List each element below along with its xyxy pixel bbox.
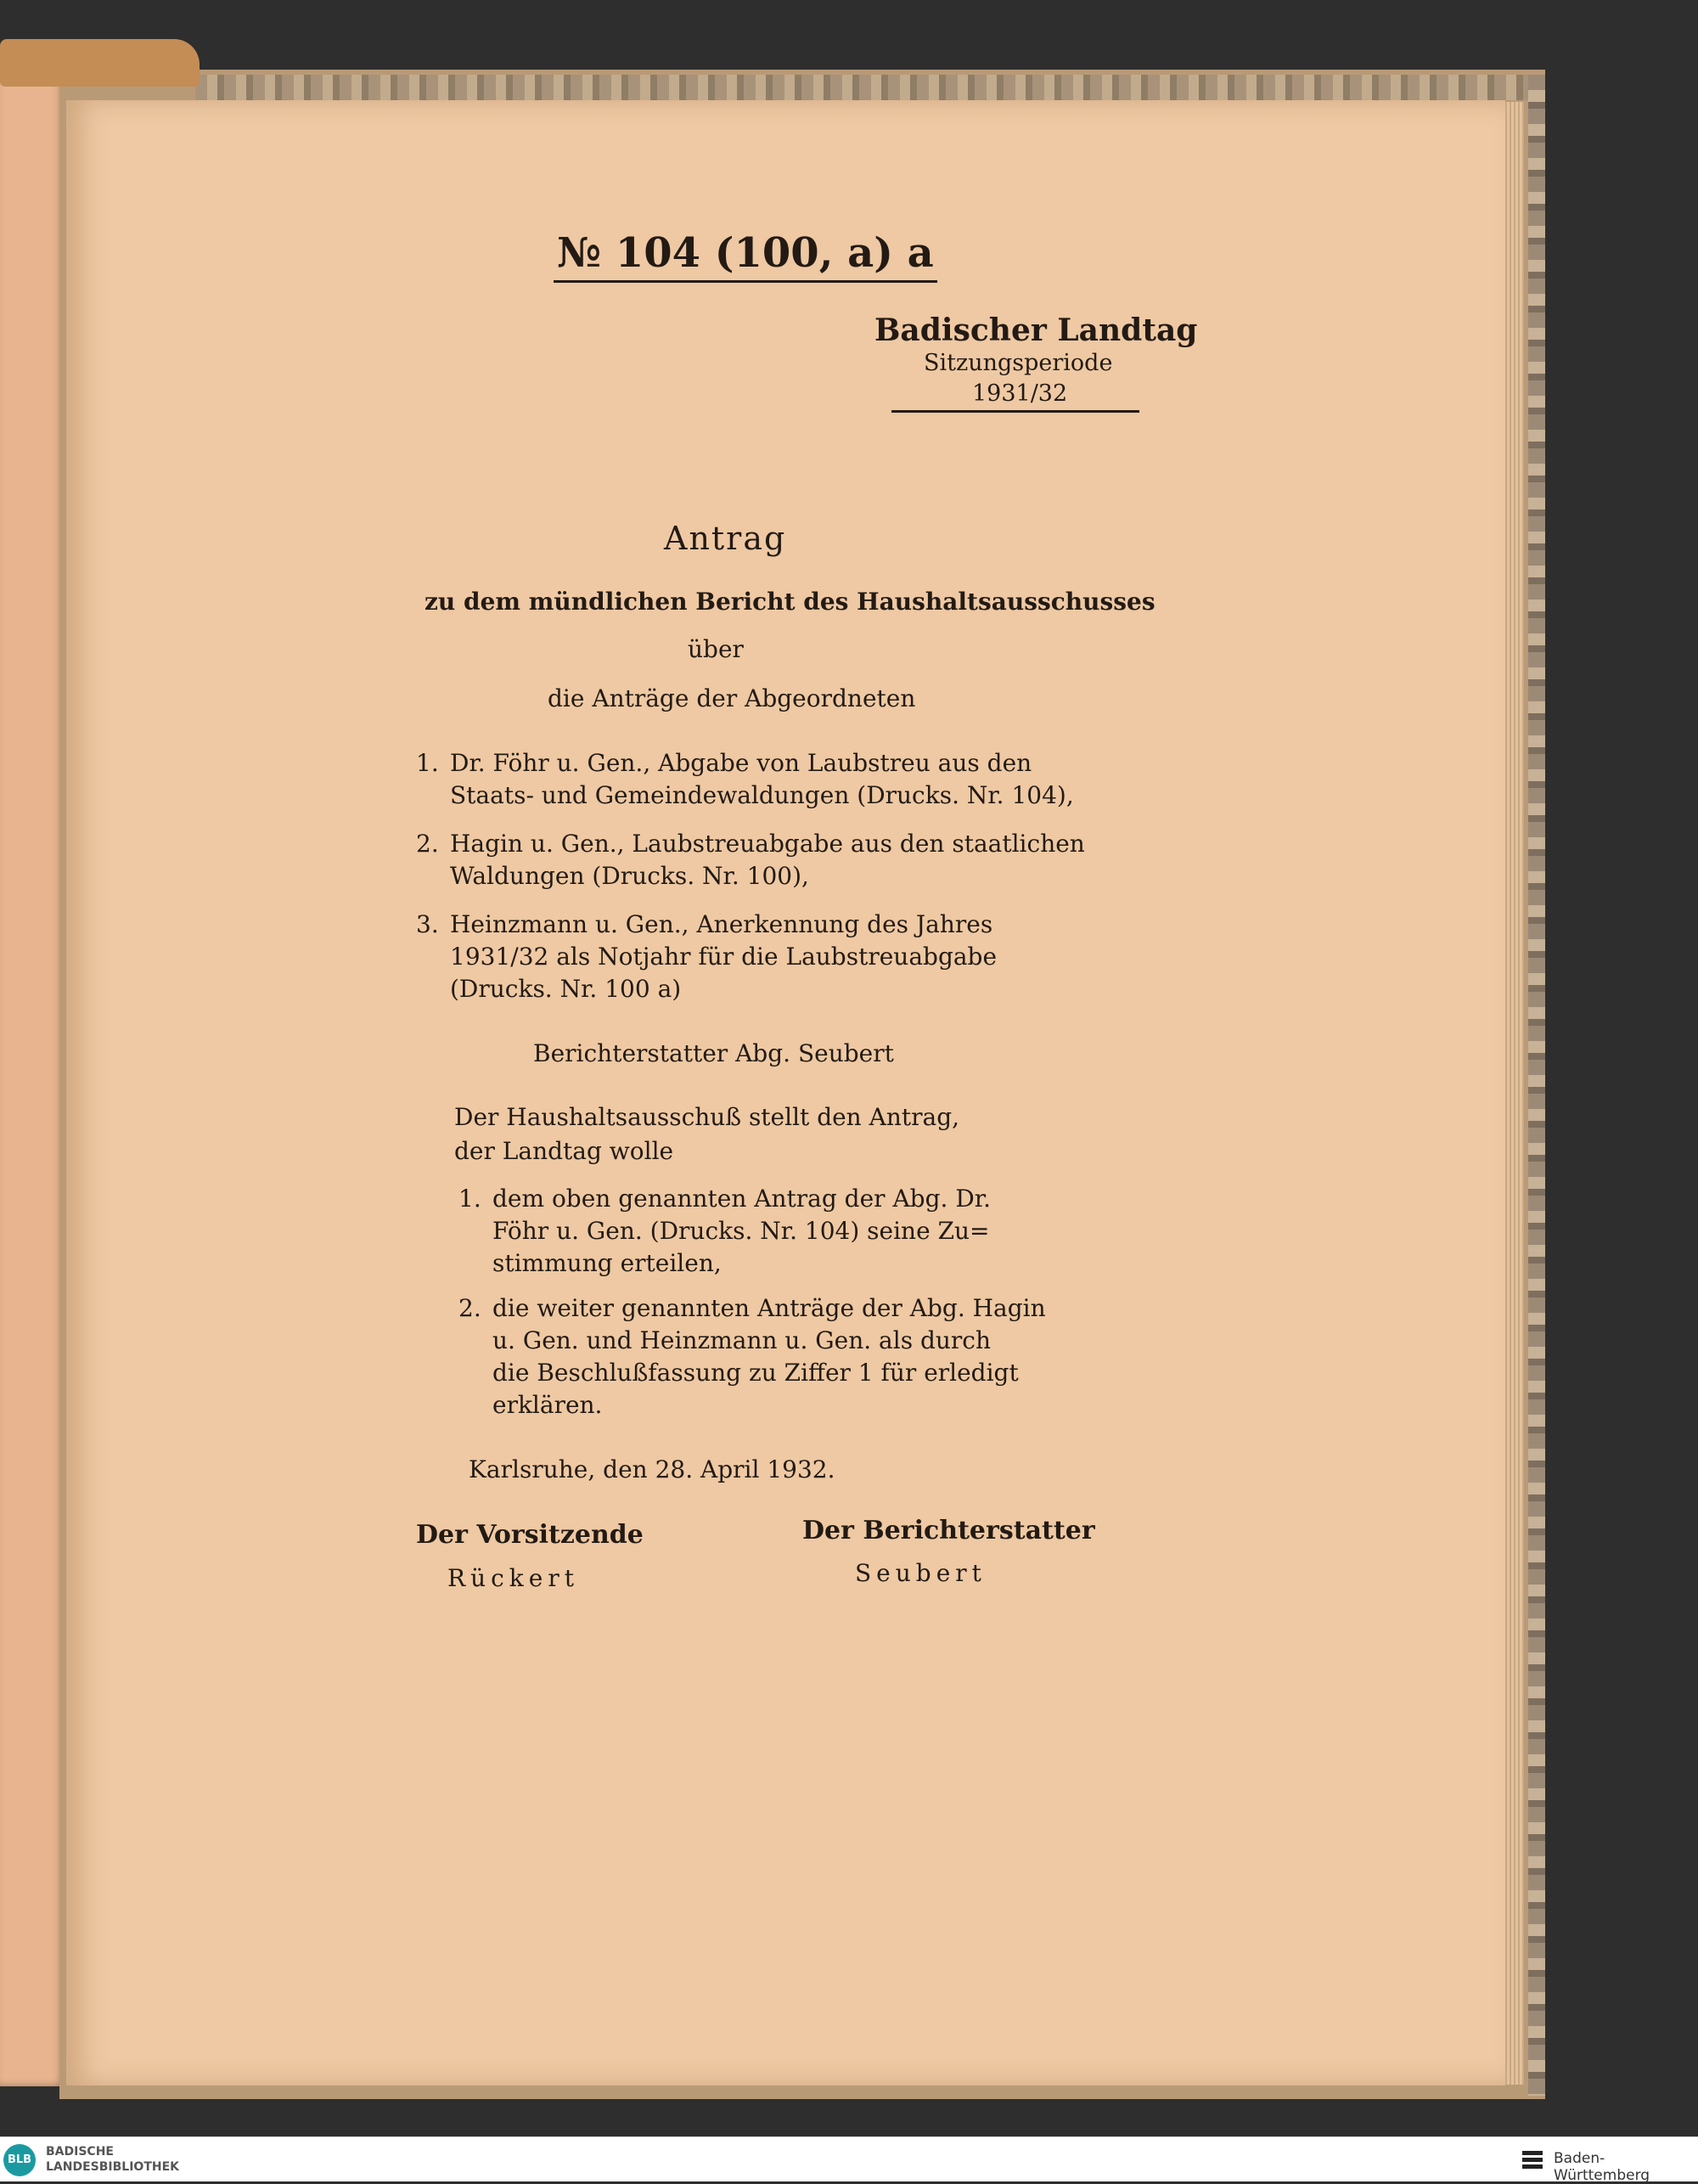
chair-name: Rückert bbox=[447, 1564, 579, 1592]
rapporteur-line: Berichterstatter Abg. Seubert bbox=[533, 1039, 894, 1067]
motion-2-number: 2. bbox=[416, 830, 439, 858]
viewer-footer bbox=[0, 2136, 1698, 2184]
library-name[interactable] bbox=[46, 2144, 179, 2175]
library-name-line-2: LANDESBIBLIOTHEK bbox=[46, 2160, 180, 2174]
document-page bbox=[66, 100, 1505, 2085]
resolution-2-line-1: die weiter genannten Anträge der Abg. Hagin bbox=[492, 1294, 1046, 1322]
resolution-1-line-1: dem oben genannten Antrag der Abg. Dr. bbox=[492, 1185, 991, 1213]
motion-3-number: 3. bbox=[416, 910, 439, 938]
place-date: Karlsruhe, den 28. April 1932. bbox=[469, 1455, 835, 1483]
intro-line-1: Der Haushaltsausschuß stellt den Antrag, bbox=[454, 1103, 960, 1131]
blb-logo[interactable]: BLB bbox=[3, 2144, 36, 2176]
library-name-line-1: BADISCHE bbox=[46, 2145, 114, 2159]
marbled-cover-right bbox=[1528, 75, 1545, 2096]
bw-lions-icon bbox=[1520, 2147, 1545, 2171]
left-page-edge bbox=[0, 53, 66, 2086]
motion-1-line-1: Dr. Föhr u. Gen., Abgabe von Laubstreu aus den bbox=[450, 749, 1032, 777]
session-label: Sitzungsperiode bbox=[924, 350, 1113, 376]
motion-1-number: 1. bbox=[416, 749, 439, 777]
document-heading: Antrag bbox=[664, 520, 787, 557]
spine-binding bbox=[0, 39, 200, 87]
state-logo-text[interactable]: Baden-Württemberg bbox=[1554, 2150, 1650, 2184]
resolution-2-line-2: u. Gen. und Heinzmann u. Gen. als durch bbox=[492, 1326, 992, 1354]
resolution-2-line-4: erklären. bbox=[492, 1391, 603, 1419]
intro-line-2: der Landtag wolle bbox=[454, 1137, 674, 1165]
resolution-1-line-2: Föhr u. Gen. (Drucks. Nr. 104) seine Zu= bbox=[492, 1217, 990, 1245]
title-line-2: über bbox=[688, 635, 744, 663]
marbled-cover-top bbox=[195, 75, 1545, 100]
header-rule bbox=[891, 410, 1139, 413]
parliament-name: Badischer Landtag bbox=[874, 312, 1198, 348]
rapporteur-name: Seubert bbox=[855, 1559, 987, 1587]
resolution-1-line-3: stimmung erteilen, bbox=[492, 1249, 722, 1277]
title-line-1: zu dem mündlichen Bericht des Haushaltsausschusses bbox=[424, 588, 1155, 616]
motion-3-line-3: (Drucks. Nr. 100 a) bbox=[450, 975, 682, 1003]
resolution-2-number: 2. bbox=[458, 1294, 481, 1322]
motion-1-line-2: Staats- und Gemeindewaldungen (Drucks. Nr. 104), bbox=[450, 781, 1074, 809]
rapporteur-title: Der Berichterstatter bbox=[802, 1516, 1095, 1545]
document-number: № 104 (100, a) a bbox=[554, 229, 937, 283]
resolution-1-number: 1. bbox=[458, 1185, 481, 1213]
session-years: 1931/32 bbox=[972, 380, 1068, 407]
motion-2-line-1: Hagin u. Gen., Laubstreuabgabe aus den staatlichen bbox=[450, 830, 1085, 858]
motion-3-line-1: Heinzmann u. Gen., Anerkennung des Jahres bbox=[450, 910, 993, 938]
resolution-2-line-3: die Beschlußfassung zu Ziffer 1 für erledigt bbox=[492, 1359, 1019, 1387]
chair-title: Der Vorsitzende bbox=[416, 1520, 644, 1550]
motion-3-line-2: 1931/32 als Notjahr für die Laubstreuabgabe bbox=[450, 943, 998, 971]
title-line-3: die Anträge der Abgeordneten bbox=[548, 684, 916, 712]
motion-2-line-2: Waldungen (Drucks. Nr. 100), bbox=[450, 862, 809, 890]
